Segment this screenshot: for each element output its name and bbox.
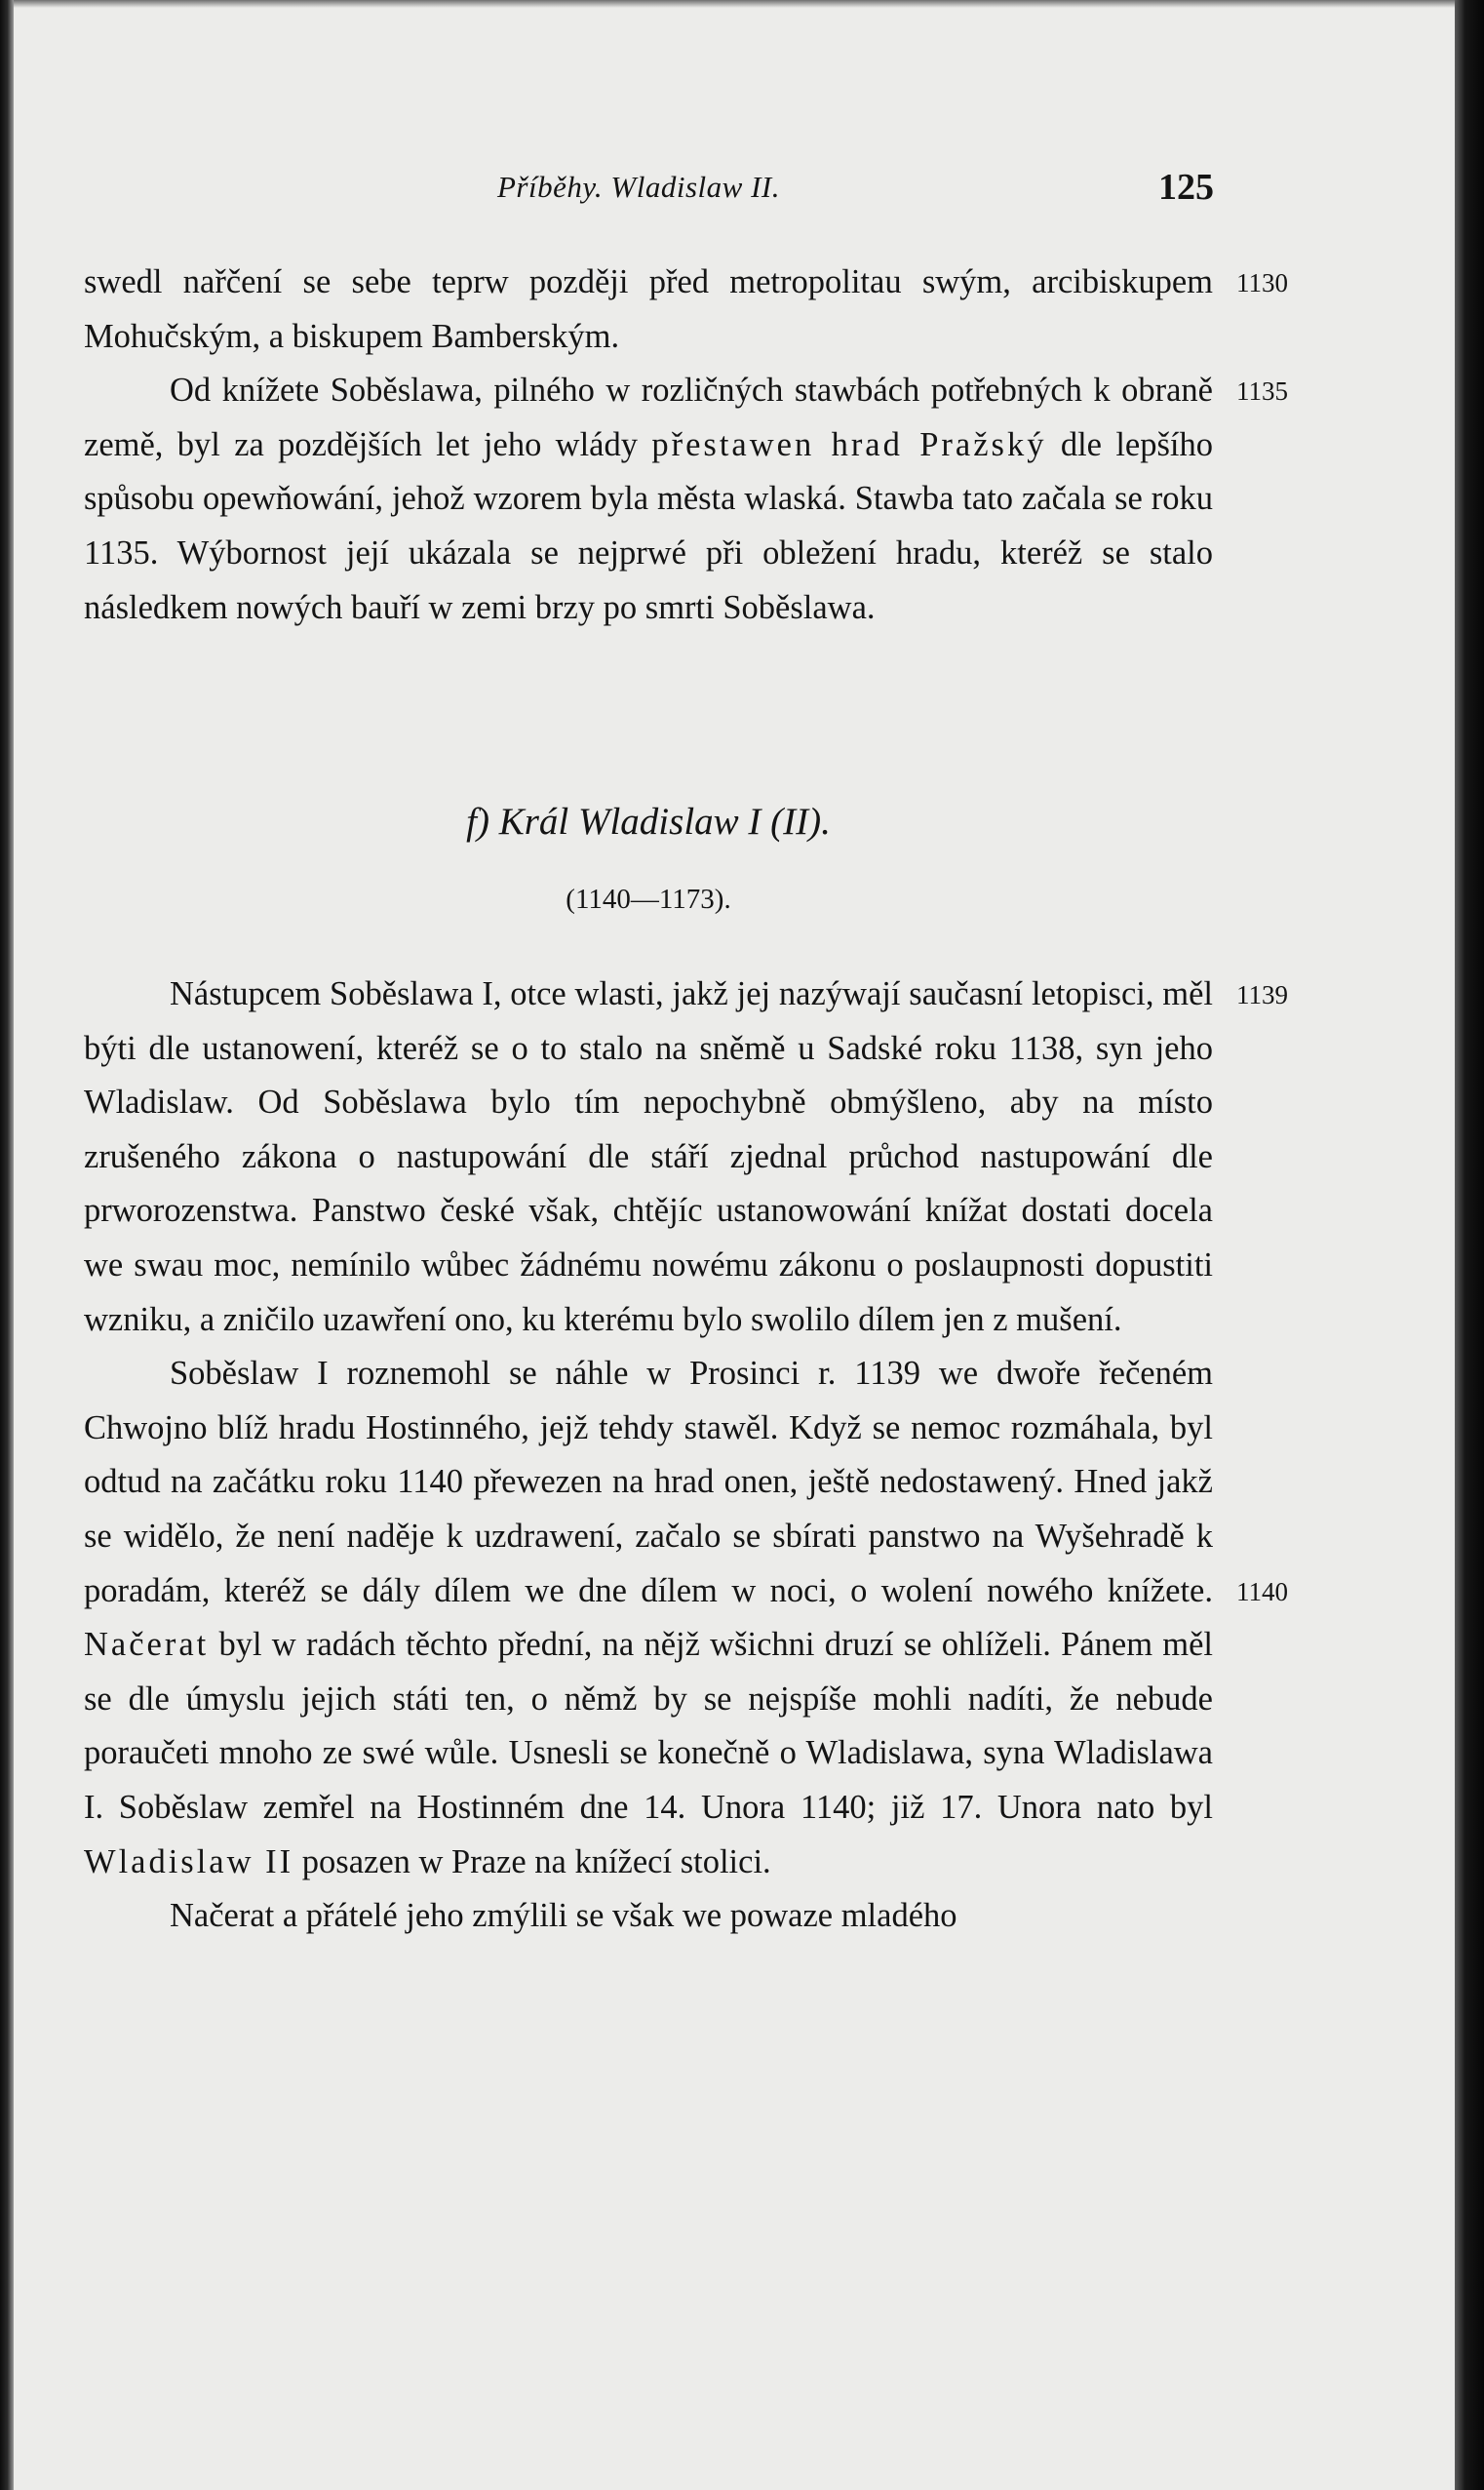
page-header <box>78 164 1214 222</box>
paragraph: swedl nařčení se sebe teprw později před metropolitau swým, arcibiskupem Mohučským, a biskupem Bamberským. <box>84 263 1213 355</box>
margin-year: 1135 <box>1236 376 1288 406</box>
emphasized-name: Wladislaw II <box>84 1842 294 1880</box>
text-run: posazen w Praze na knížecí stolici. <box>293 1842 771 1880</box>
paragraph: Načerat a přátelé jeho zmýlili se však we powaze mladého <box>170 1897 957 1935</box>
margin-year: 1140 <box>1236 1577 1288 1606</box>
page-left-edge <box>0 0 14 2490</box>
text-run: Soběslaw I roznemohl se náhle w Prosinci r. 1139 we dwoře řečeném Chwojno blíž hradu Hostinného, jejž tehdy stawěl. Když se nemoc rozmáhala, byl odtud na začátku roku 1140 přewezen na hrad onen, ještě nedostawený. Hned jakž se widělo, že není naděje k uzdrawení, začalo se sbírati panstwo na Wyšehradě k poradám, kteréž se dály dílem we dne dílem w noci, o wolení nowého knížete. <box>84 1355 1213 1609</box>
margin-year: 1130 <box>1236 268 1288 297</box>
margin-year: 1139 <box>1236 980 1288 1009</box>
page-top-edge <box>0 0 1484 8</box>
text-run: byl w radách těchto přední, na nějž wšichni druzí se ohlíželi. Pánem měl se dle úmyslu jejich státi ten, o němž by se nejspíše mohli nadíti, že nebude poraučeti mnoho ze swé wůle. Usnesli se konečně o Wladislawa, syna Wladislawa I. Soběslaw zemřel na Hostinném dne 14. Unora 1140; již 17. Unora nato byl <box>84 1626 1213 1826</box>
text-run: dle lepšího spůsobu opewňowání, jehož wzorem byla města wlaská. Stawba tato začala se roku 1135. Wýbornost její ukázala se nejprwé při obležení hradu, kteréž se stalo následkem nowých bauří w zemi brzy po smrti Soběslawa. <box>84 425 1213 626</box>
paragraph <box>84 364 1213 635</box>
running-title: Příběhy. Wladislaw II. <box>497 170 780 204</box>
text-run: Od knížete Soběslawa, pilného w rozličných stawbách potřebných k obraně země, byl za pozdějších let jeho wlády <box>84 372 1213 463</box>
paragraph <box>84 1347 1213 1889</box>
emphasized-text: přestawen hrad Pražský <box>651 425 1047 463</box>
emphasized-name: Načerat <box>84 1626 210 1664</box>
paragraph: Nástupcem Soběslawa I, otce wlasti, jakž jej nazýwají saučasní letopisci, měl býti dle ustanowení, kteréž se o to stalo na sněmě u Sadské roku 1138, syn jeho Wladislaw. Od Soběslawa bylo tím nepochybně obmýšleno, aby na místo zrušeného zákona o nastupowání dle stáří zjednal průchod nastupowání dle prworozenstwa. Panstwo české však, chtějíc ustanowowání knížat dostati docela we swau moc, nemínilo wůbec žádnému nowému zákonu o poslaupnosti dopustiti wzniku, a zničilo uzawření ono, ku kterému bylo swolilo dílem jen z mušení. <box>84 975 1213 1338</box>
page-right-edge <box>1455 0 1484 2490</box>
section-heading: f) Král Wladislaw I (II). <box>466 801 831 843</box>
section-years: (1140—1173). <box>566 884 731 915</box>
page-number: 125 <box>1158 167 1214 208</box>
section-e-text <box>84 256 1213 635</box>
section-f-text <box>84 968 1213 1944</box>
